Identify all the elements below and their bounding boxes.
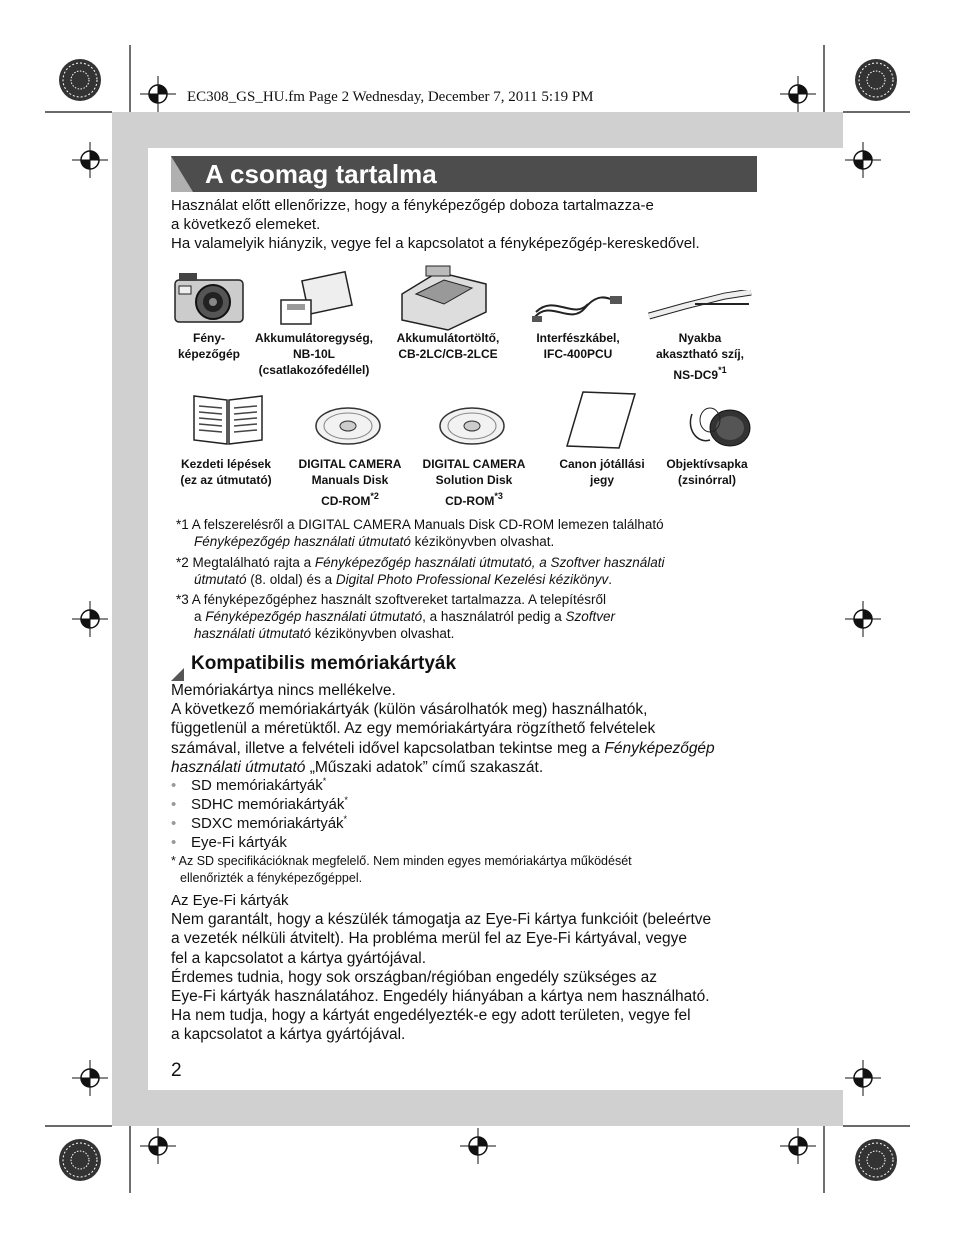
item-caption-solution-disk: DIGITAL CAMERA Solution Disk CD-ROM$^{*3}$ (422, 457, 526, 508)
footnote-1: *1 A felszerelésről a DIGITAL CAMERA Manuals Disk CD-ROM lemezen található Fényképezőgép használati útmutató kézikönyvben olvashat. (176, 517, 664, 549)
page-border-bottom (112, 1090, 843, 1126)
crosshair-icon (845, 601, 881, 637)
item-caption-lens-cap: Objektívsapka (zsinórral) (666, 457, 748, 487)
crosshair-icon (72, 142, 108, 178)
footnote-2: *2 Megtalálható rajta a Fényképezőgép használati útmutató, a Szoftver használati útmutató (8. oldal) és a Digital Photo Professional Kezelési kézikönyv. (176, 555, 665, 587)
page-border-left (112, 112, 148, 1126)
intro-text: Használat előtt ellenőrizze, hogy a fényképezőgép doboza tartalmazza-e a következő elemeket. Ha valamelyik hiányzik, vegye fel a kapcsolatot a fényképezőgép-kereskedővel. (171, 197, 700, 252)
registration-star-icon (58, 58, 102, 102)
list-item: • SDHC memóriakártyák* (171, 795, 348, 813)
subheading-marker-icon (171, 668, 184, 681)
list-item: • Eye-Fi kártyák (171, 834, 287, 851)
page-title: A csomag tartalma (205, 159, 437, 189)
warranty-card-icon (565, 390, 637, 450)
page-border-top (112, 112, 843, 148)
list-item: • SDXC memóriakártyák* (171, 814, 348, 832)
crosshair-icon (845, 142, 881, 178)
crosshair-icon (72, 1060, 108, 1096)
cd-icon (438, 406, 506, 446)
charger-icon (398, 264, 488, 332)
registration-star-icon (854, 58, 898, 102)
file-header: EC308_GS_HU.fm Page 2 Wednesday, December 7, 2011 5:19 PM (187, 89, 594, 105)
battery-icon (277, 268, 367, 330)
list-item: • SD memóriakártyák* (171, 776, 327, 794)
crosshair-icon (140, 1128, 176, 1164)
item-caption-book: Kezdeti lépések (ez az útmutató) (180, 457, 272, 487)
lens-cap-icon (684, 400, 754, 450)
crosshair-icon (780, 76, 816, 112)
footnote-3: *3 A fényképezőgéphez használt szoftvereket tartalmazza. A telepítésről a Fényképezőgép használati útmutató, a használatról pedig a Szoftver használati útmutató kézikönyvben olvashat. (176, 592, 616, 641)
page-number: 2 (171, 1060, 182, 1081)
sd-footnote: * Az SD specifikációknak megfelelő. Nem minden egyes memóriakártya működését ellenőrizték a fényképezőgéppel. (171, 854, 632, 885)
item-caption-warranty: Canon jótállási jegy (559, 457, 645, 487)
item-caption-camera: Fény- képezőgép (177, 331, 240, 361)
item-caption-manuals-disk: DIGITAL CAMERA Manuals Disk CD-ROM$^{*2}$ (298, 457, 402, 508)
registration-star-icon (58, 1138, 102, 1182)
registration-star-icon (854, 1138, 898, 1182)
cd-icon (314, 406, 382, 446)
item-caption-battery: Akkumulátoregység, NB-10L (csatlakozófedéllel) (254, 331, 374, 377)
strap-icon (645, 290, 755, 326)
camera-icon (173, 270, 245, 325)
item-caption-charger: Akkumulátortöltő, CB-2LC/CB-2LCE (396, 331, 500, 361)
crosshair-icon (780, 1128, 816, 1164)
crosshair-icon (845, 1060, 881, 1096)
memory-card-paragraph: Memóriakártya nincs mellékelve. A következő memóriakártyák (külön vásárolhatók meg) használhatók, függetlenül a méretüktől. Az egy memóriakártyára rögzíthető felvételek számával, illetve a felvételi idővel kapcsolatban tekintse meg a Fényképezőgép használati útmutató „Műszaki adatok” című szakaszát. (171, 682, 715, 776)
crosshair-icon (460, 1128, 496, 1164)
item-caption-cable: Interfészkábel, IFC-400PCU (536, 331, 620, 361)
title-corner-icon (171, 156, 193, 192)
crosshair-icon (72, 601, 108, 637)
eyefi-paragraph: Az Eye-Fi kártyák Nem garantált, hogy a készülék támogatja az Eye-Fi kártya funkcióit (beleértve a vezeték nélküli átvitelt). Ha probléma merül fel az Eye-Fi kártyával, vegye fel a kapcsolatot a kártya gyártójával. Érdemes tudnia, hogy sok országban/régióban engedély szükséges az Eye-Fi kártyák használatához. Engedély hiányában a kártya nem használható. Ha nem tudja, hogy a kártyát engedélyezték-e egy adott területen, vegye fel a kapcsolatot a kártya gyártójával. (171, 892, 712, 1044)
book-icon (192, 392, 264, 446)
crosshair-icon (140, 76, 176, 112)
item-caption-strap: Nyakba akasztható szíj, NS-DC9$^{*1}$ (655, 331, 745, 382)
cable-icon (530, 288, 625, 328)
section-heading: Kompatibilis memóriakártyák (191, 653, 457, 674)
